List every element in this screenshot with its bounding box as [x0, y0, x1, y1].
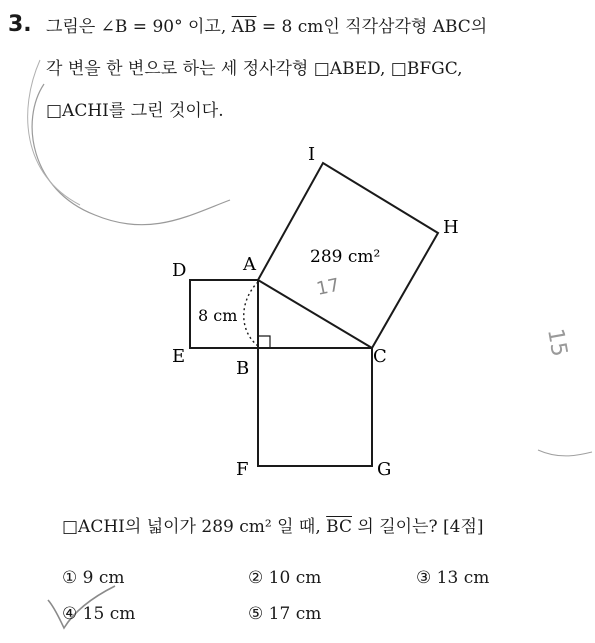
question-stem-line-2: 각 변을 한 변으로 하는 세 정사각형 □ABED, □BFGC, — [46, 59, 463, 79]
prompt-text-a: □ACHI의 넓이가 289 cm² 일 때, — [62, 517, 327, 537]
choice-3-text: 13 cm — [436, 568, 490, 588]
vertex-label-d: D — [172, 260, 187, 281]
vertex-label-g: G — [377, 459, 392, 480]
choice-5-mark: ⑤ — [248, 604, 264, 624]
handwritten-area-note: 17 — [314, 274, 342, 300]
vertex-label-b: B — [236, 358, 250, 379]
choice-3[interactable] — [416, 568, 489, 588]
choice-2-mark: ② — [248, 568, 264, 588]
choice-4-text: 15 cm — [82, 604, 136, 624]
vertex-label-h: H — [443, 217, 459, 238]
pencil-scribble — [32, 84, 230, 225]
vertex-label-i: I — [308, 144, 316, 165]
stem-text-1b: = 8 cm인 직각삼각형 ABC의 — [256, 17, 488, 37]
question-prompt — [62, 512, 484, 537]
choice-2[interactable] — [248, 568, 321, 588]
handwritten-margin-note: 15 — [542, 326, 572, 359]
side-length-label: 8 cm — [198, 306, 238, 325]
choice-1-text: 9 cm — [82, 568, 125, 588]
area-label: 289 cm² — [310, 247, 381, 267]
square-bfgc — [258, 348, 372, 466]
vertex-label-f: F — [236, 459, 249, 480]
question-number: 3. — [8, 12, 32, 37]
choice-4[interactable] — [62, 604, 135, 624]
pencil-scribble — [28, 60, 80, 205]
vertex-label-a: A — [243, 254, 256, 275]
right-angle-marker — [258, 336, 270, 348]
stem-text-1a: 그림은 ∠B = 90° 이고, — [46, 17, 232, 37]
choice-5[interactable] — [248, 604, 321, 624]
choice-1-mark: ① — [62, 568, 78, 588]
question-stem-line-3: □ACHI를 그린 것이다. — [46, 101, 224, 121]
choice-1[interactable] — [62, 568, 125, 588]
segment-bc: $\overline{BC}$ — [326, 517, 352, 537]
vertex-label-e: E — [172, 346, 186, 367]
pencil-mark — [538, 450, 592, 456]
choice-4-mark: ④ — [62, 604, 78, 624]
choice-5-text: 17 cm — [268, 604, 322, 624]
choice-3-mark: ③ — [416, 568, 432, 588]
dotted-brace — [244, 282, 258, 346]
vertex-label-c: C — [373, 346, 387, 367]
prompt-text-b: 의 길이는? [4점] — [351, 517, 484, 537]
segment-ab: $\overline{AB}$ — [231, 17, 257, 37]
choice-2-text: 10 cm — [268, 568, 322, 588]
